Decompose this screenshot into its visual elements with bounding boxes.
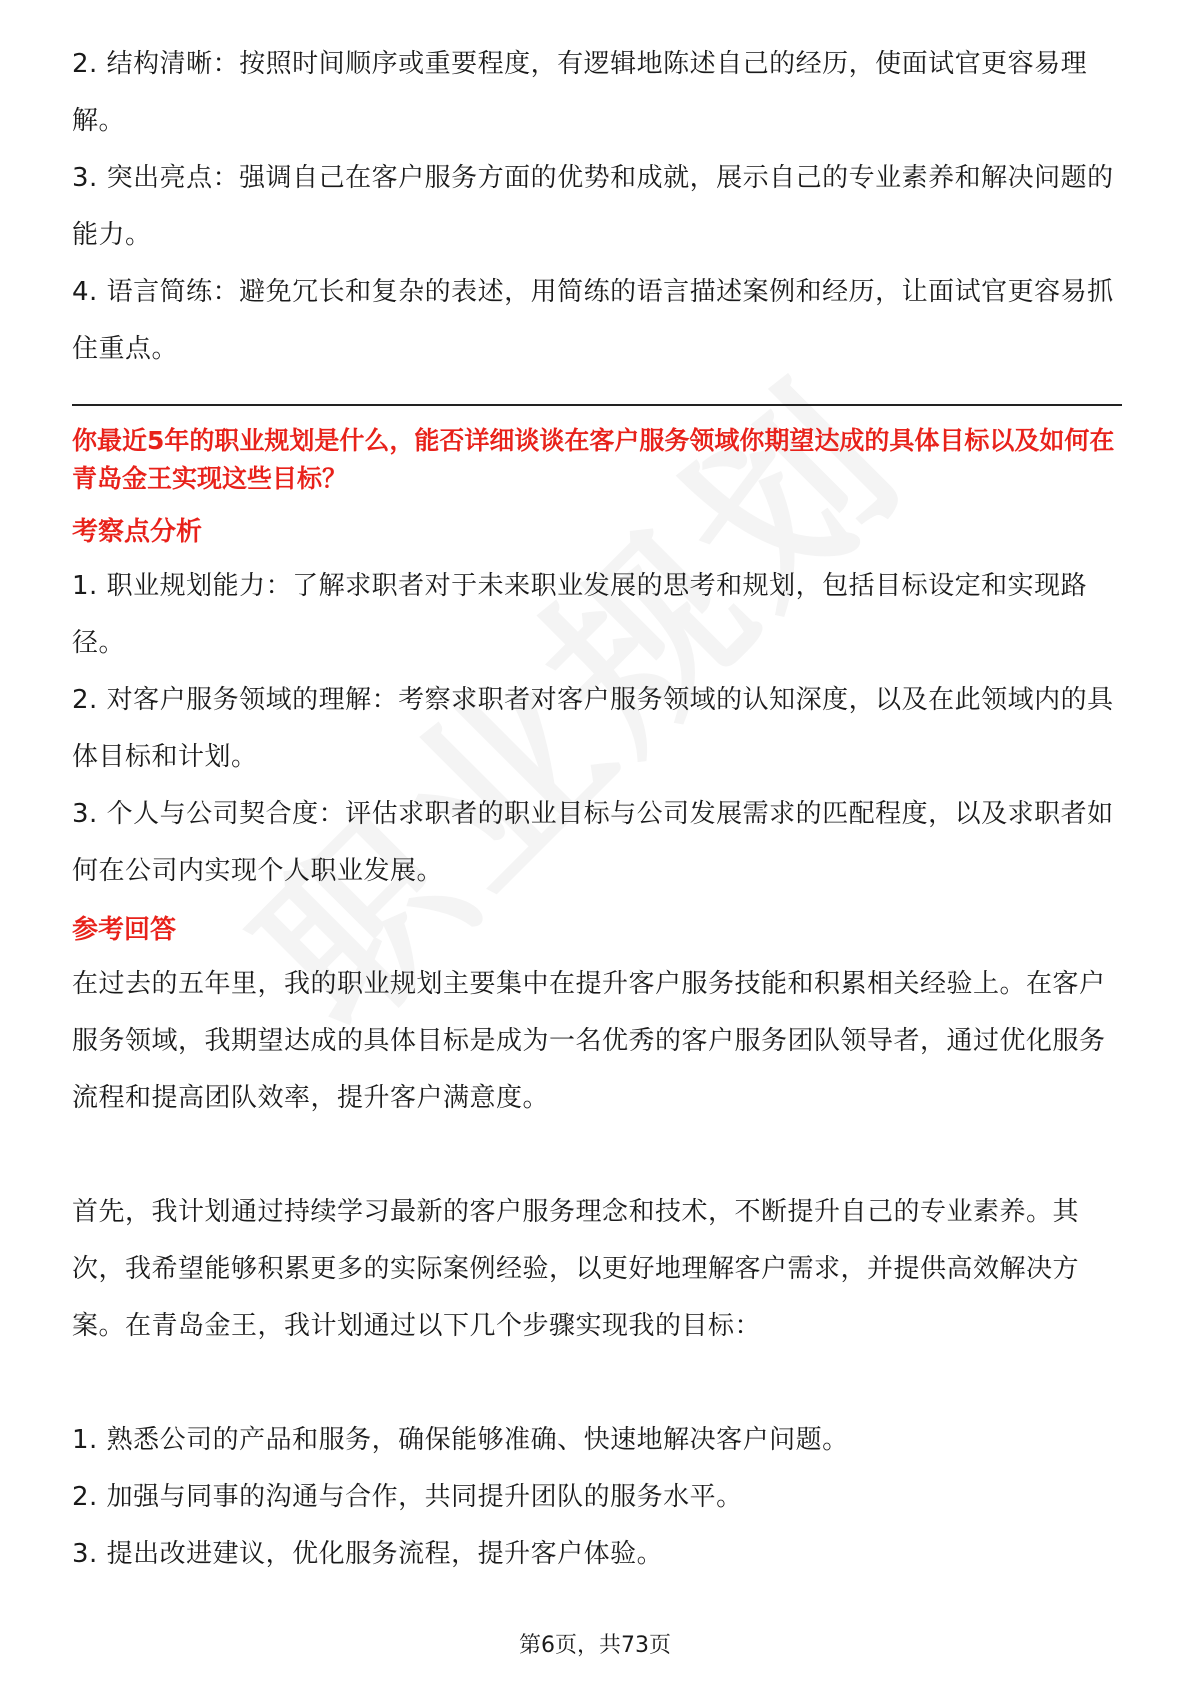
analysis-item: 1. 职业规划能力：了解求职者对于未来职业发展的思考和规划，包括目标设定和实现路径。 [72,571,1088,658]
analysis-item: 3. 个人与公司契合度：评估求职者的职业目标与公司发展需求的匹配程度，以及求职者如何在公司内实现个人职业发展。 [72,799,1114,886]
analysis-title: 考察点分析 [72,517,203,547]
paragraph-spacer [72,1127,1122,1184]
answer-steps [72,1412,1122,1583]
answer-paragraph: 在过去的五年里，我的职业规划主要集中在提升客户服务技能和积累相关经验上。在客户服务领域，我期望达成的具体目标是成为一名优秀的客户服务团队领导者，通过优化服务流程和提高团队效率，提升客户满意度。 [72,969,1106,1113]
answer-step: 3. 提出改进建议，优化服务流程，提升客户体验。 [72,1539,664,1569]
paragraph-spacer [72,1355,1122,1412]
analysis-list [72,558,1122,900]
document-page [72,36,1122,1583]
analysis-item: 2. 对客户服务领域的理解：考察求职者对客户服务领域的认知深度，以及在此领域内的具体目标和计划。 [72,685,1114,772]
intro-list [72,36,1122,378]
answer-paragraph: 首先，我计划通过持续学习最新的客户服务理念和技术，不断提升自己的专业素养。其次，我希望能够积累更多的实际案例经验，以更好地理解客户需求，并提供高效解决方案。在青岛金王，我计划通过以下几个步骤实现我的目标： [72,1197,1080,1341]
answer-title: 参考回答 [72,915,177,945]
interview-question: 你最近5年的职业规划是什么，能否详细谈谈在客户服务领域你期望达成的具体目标以及如何在青岛金王实现这些目标？ [72,426,1115,493]
intro-item: 2. 结构清晰：按照时间顺序或重要程度，有逻辑地陈述自己的经历，使面试官更容易理解。 [72,49,1088,136]
answer-step: 1. 熟悉公司的产品和服务，确保能够准确、快速地解决客户问题。 [72,1425,849,1455]
intro-item: 4. 语言简练：避免冗长和复杂的表述，用简练的语言描述案例和经历，让面试官更容易抓住重点。 [72,277,1114,364]
intro-item: 3. 突出亮点：强调自己在客户服务方面的优势和成就，展示自己的专业素养和解决问题的能力。 [72,163,1114,250]
section-divider [72,404,1122,406]
answer-step: 2. 加强与同事的沟通与合作，共同提升团队的服务水平。 [72,1482,743,1512]
page-number: 第6页，共73页 [519,1633,671,1658]
